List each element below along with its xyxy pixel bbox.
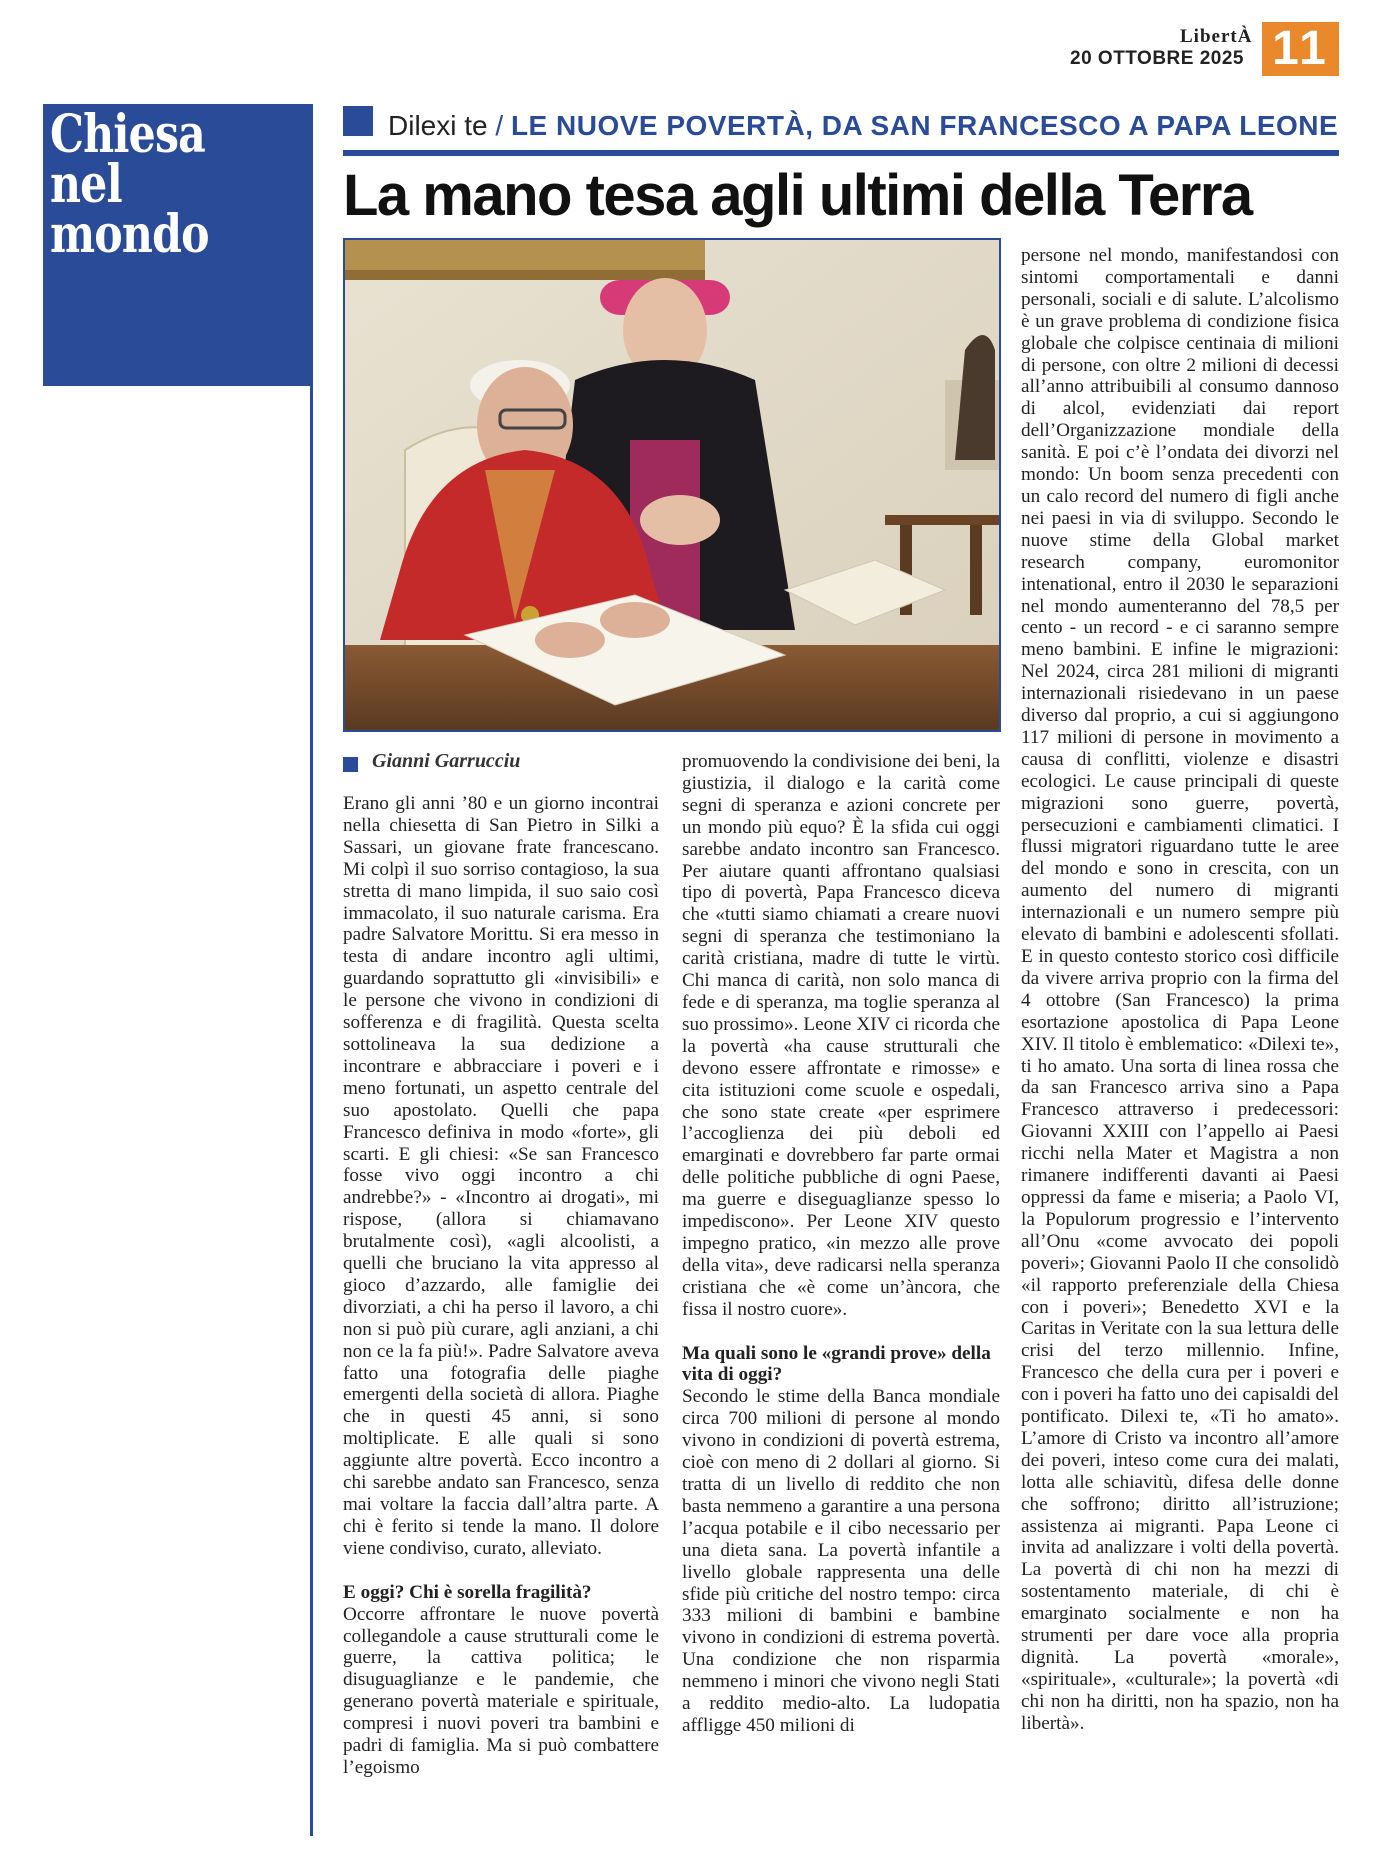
paragraph: Occorre affrontare le nuove povertà collegandole a cause strutturali come le guerre, la cattiva politica; le disuguaglianze e le pandemie, che generano povertà materiale e spirituale, compresi i nuovi poveri tra bambini e padri di famiglia. Ma si può combattere l’egoismo	[343, 1603, 659, 1778]
page-number: 11	[1262, 22, 1339, 76]
headline-rule	[343, 150, 1339, 156]
kicker	[388, 110, 1338, 142]
article-column-3	[1021, 245, 1339, 1735]
paragraph: promuovendo la condivisione dei beni, la giustizia, il dialogo e la carità come segni di speranza e azioni concrete per un mondo più equo? È la sfida cui oggi sarebbe andato incontro san Francesco. Per aiutare quanti affrontano qualsiasi tipo di povertà, Papa Francesco diceva che «tutti siamo chiamati a creare nuovi segni di speranza che testimoniano la carità cristiana, madre di tutte le virtù. Chi manca di carità, non solo manca di fede e di speranza, ma toglie speranza al suo prossimo». Leone XIV ci ricorda che la povertà «ha cause strutturali che devono essere affrontate e rimosse» e cita istituzioni come scuole e ospedali, che sono state create «per esprimere l’accoglienza dei più deboli ed emarginati e dovrebbero far parte ormai delle politiche pubbliche di ogni Paese, ma guerre e diseguaglianze spesso lo impediscono». Per Leone XIV questo impegno pratico, «in mezzo alle prove della vita», deve radicarsi nella speranza cristiana che «è come un’àncora, che fissa il nostro cuore».	[682, 751, 1000, 1320]
headline: La mano tesa agli ultimi della Terra	[343, 163, 1252, 228]
article-photo	[343, 238, 1001, 732]
article-column-2	[682, 751, 1000, 1737]
paragraph: persone nel mondo, manifestandosi con sintomi comportamentali e danni personali, sociali e di salute. L’alcolismo è un grave problema di condizione fisica globale che colpisce centinaia di milioni di persone, con oltre 2 milioni di decessi all’anno attribuibili al consumo dannoso di alcol, evidenziati dai report dell’Organizzazione mondiale della sanità. E poi c’è l’ondata dei divorzi nel mondo: Un boom senza precedenti con un calo record del numero di figli anche nei paesi in via di sviluppo. Secondo le nuove stime della Global market research company, euromonitor intenational, entro il 2030 le separazioni nel mondo aumenteranno del 78,5 per cento - un record - e ci saranno sempre meno bambini. E infine le migrazioni: Nel 2024, circa 281 milioni di migranti internazionali risiedevano in un paese diverso dal proprio, a cui si aggiungono 117 milioni di persone in movimento a causa di conflitti, violenze e disastri ecologici. Le cause principali di queste migrazioni sono guerre, povertà, persecuzioni e cambiamenti climatici. I flussi migratori riguardano tutte le aree del mondo e sono in crescita, con un aumento del numero di migranti internazionali e un numero sempre più elevato di bambini e adolescenti sfollati. E in questo contesto storico così difficile da vivere arriva proprio con la firma del 4 ottobre (San Francesco) la prima esortazione apostolica di Papa Leone XIV. Il titolo è emblematico: «Dilexi te», ti ho amato. Una sorta di linea rossa che da san Francesco arriva sino a Papa Francesco attraverso i predecessori: Giovanni XXIII con l’appello ai Paesi ricchi nella Mater et Magistra a non rimanere indifferenti davanti ai Paesi oppressi da fame e miseria; a Paolo VI, la Populorum progressio e l’intervento all’Onu «come avvocato dei popoli poveri»; Giovanni Paolo II che consolidò «il rapporto preferenziale della Chiesa con i poveri»; Benedetto XVI e la Caritas in Veritate con la sua lettura delle crisi del terzo millennio. Infine, Francesco che della cura per i poveri e con i poveri ha fatto uno dei capisaldi del pontificato. Dilexi te, «Ti ho amato». L’amore di Cristo va incontro all’amore dei poveri, inteso come cura dei malati, lotta alle schiavitù, difesa delle donne che soffrono; diritto all’istruzione; assistenza ai migranti. Papa Leone ci invita ad analizzare i volti della povertà. La povertà di chi non ha mezzi di sostentamento materiale, di chi è emarginato socialmente e non ha strumenti per dare voce alla propria dignità. La povertà «morale», «spirituale», «culturale»; la povertà «di chi non ha diritti, non ha spazio, non ha libertà».	[1021, 245, 1339, 1734]
byline: Gianni Garrucciu	[372, 750, 521, 772]
subheading: Ma quali sono le «grandi prove» della vita di oggi?	[682, 1342, 991, 1386]
kicker-label: Dilexi te	[388, 110, 488, 141]
paragraph: Erano gli anni ’80 e un giorno incontrai nella chiesetta di San Pietro in Silki a Sassari, un giovane frate francescano. Mi colpì il suo sorriso contagioso, la sua stretta di mano limpida, il suo saio così immacolato, il suo naturale carisma. Era padre Salvatore Morittu. Si era messo in testa di andare incontro agli ultimi, guardando soprattutto gli «invisibili» e le persone che vivono in condizioni di sofferenza e di fragilità. Questa scelta sottolineava la sua dedizione a incontrare e abbracciare i poveri e i meno fortunati, un aspetto centrale del suo apostolato. Quelli che papa Francesco definiva in modo «forte», gli scarti. E gli chiesi: «Se san Francesco fosse vivo oggi incontro a chi andrebbe?» - «Incontro ai drogati», mi rispose, (allora si chiamavano brutalmente così), «agli alcoolisti, a quelli che bruciano la vita appresso al gioco d’azzardo, alle famiglie dei divorziati, a chi ha perso il lavoro, a chi non si può più curare, agli anziani, a chi non ce la fa più!». Padre Salvatore aveva fatto una fotografia delle piaghe emergenti della società di allora. Piaghe che in questi 45 anni, si sono moltiplicate. E alle quali si sono aggiunte altre povertà. Ecco incontro a chi sarebbe andato san Francesco, senza mai voltare la faccia dall’altra parte. A chi è ferito si tende la mano. Il dolore viene condiviso, curato, alleviato.	[343, 793, 659, 1559]
newspaper-brand: LibertÀ	[1180, 26, 1253, 47]
article-column-1	[343, 793, 659, 1779]
kicker-separator: /	[495, 110, 504, 141]
section-divider-line	[310, 386, 313, 1836]
subheading: E oggi? Chi è sorella fragilità?	[343, 1581, 592, 1603]
paragraph: Secondo le stime della Banca mondiale circa 700 milioni di persone al mondo vivono in condizioni di povertà estrema, cioè con meno di 2 dollari al giorno. Si tratta di un livello di reddito che non basta nemmeno a garantire a una persona l’acqua potabile e il cibo necessario per una dieta sana. La povertà infantile a livello globale rappresenta una delle sfide più critiche del nostro tempo: circa 333 milioni di bambini e bambine vivono in condizioni di estrema povertà. Una condizione che non risparmia nemmeno i minori che vivono negli Stati a reddito medio-alto. La ludopatia affligge 450 milioni di	[682, 1386, 1000, 1736]
issue-date: 20 OTTOBRE 2025	[1070, 48, 1245, 69]
kicker-title: LE NUOVE POVERTÀ, DA SAN FRANCESCO A PAPA LEONE	[510, 110, 1339, 141]
section-title: Chiesa nel mondo	[50, 104, 209, 265]
byline-square-icon	[343, 757, 358, 772]
kicker-square-icon	[343, 106, 373, 136]
